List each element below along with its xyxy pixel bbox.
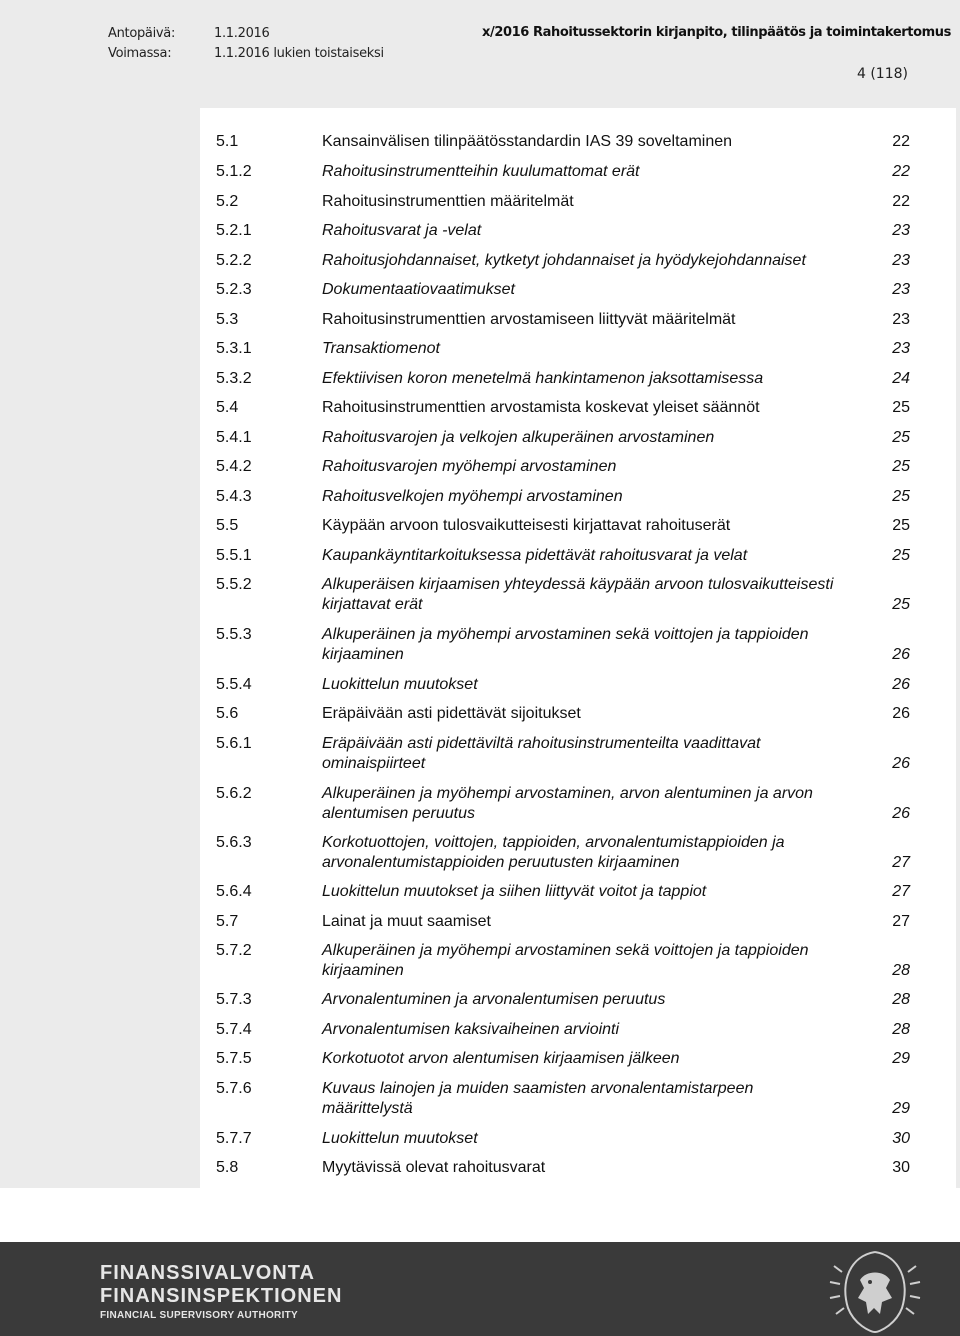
toc-entry-title-continued: arvonalentumistappioiden peruutusten kirjaaminen: [322, 854, 680, 871]
toc-entry-title: Arvonalentuminen ja arvonalentumisen peruutus: [322, 991, 666, 1008]
toc-entry-title: Arvonalentumisen kaksivaiheinen arviointi: [322, 1021, 620, 1038]
toc-entry-title: Myytävissä olevat rahoitusvarat: [322, 1159, 546, 1176]
toc-entry-title: Dokumentaatiovaatimukset: [322, 281, 515, 298]
toc-entry-number: 5.3.2: [216, 370, 252, 387]
footer-logo-line1: FINANSSIVALVONTA: [100, 1262, 315, 1284]
toc-entry-number: 5.8: [216, 1159, 239, 1176]
toc-entry-page: 27: [892, 854, 910, 871]
toc-entry-number: 5.6.4: [216, 883, 252, 900]
toc-entry-title: Rahoitusvarat ja -velat: [322, 222, 482, 239]
toc-entry-page: 29: [892, 1100, 910, 1117]
left-margin: [0, 108, 200, 1188]
label-start-date: Antopäivä:: [108, 26, 176, 41]
toc-entry-title: Alkuperäinen ja myöhempi arvostaminen sekä voittojen ja tappioiden: [322, 626, 809, 643]
toc-entry-number: 5.5.4: [216, 676, 252, 693]
toc-entry-title: Luokittelun muutokset ja siihen liittyvät voitot ja tappiot: [322, 883, 707, 900]
toc-entry-title-continued: kirjaaminen: [322, 962, 404, 979]
toc-entry-page: 27: [892, 913, 910, 930]
toc-entry-page: 26: [892, 805, 910, 822]
toc-entry-title-continued: määrittelystä: [322, 1100, 413, 1117]
toc-entry-number: 5.5: [216, 517, 239, 534]
toc-entry-title: Alkuperäinen ja myöhempi arvostaminen, arvon alentuminen ja arvon: [322, 785, 813, 802]
toc-entry-number: 5.3: [216, 311, 239, 328]
toc-entry-page: 25: [892, 517, 910, 534]
toc-entry-number: 5.7.7: [216, 1130, 252, 1147]
toc-entry-number: 5.3.1: [216, 340, 252, 357]
table-of-contents: [200, 108, 956, 1188]
toc-entry-page: 23: [892, 222, 910, 239]
toc-entry-page: 22: [892, 133, 910, 150]
toc-entry-title: Rahoitusinstrumenttien arvostamiseen liittyvät määritelmät: [322, 311, 736, 328]
toc-entry-title: Alkuperäisen kirjaamisen yhteydessä käypään arvoon tulosvaikutteisesti: [322, 576, 834, 593]
toc-entry-page: 28: [892, 991, 910, 1008]
toc-entry-title: Eräpäivään asti pidettävät sijoitukset: [322, 705, 581, 722]
toc-entry-page: 30: [892, 1159, 910, 1176]
footer-logo-line3: FINANCIAL SUPERVISORY AUTHORITY: [100, 1310, 299, 1321]
footer-banner: [0, 1242, 960, 1336]
toc-entry-number: 5.7.4: [216, 1021, 252, 1038]
toc-entry-title: Alkuperäinen ja myöhempi arvostaminen sekä voittojen ja tappioiden: [322, 942, 809, 959]
toc-entry-number: 5.7.2: [216, 942, 252, 959]
toc-entry-page: 25: [892, 547, 910, 564]
toc-entry-title-continued: kirjaaminen: [322, 646, 404, 663]
toc-entry-number: 5.7.6: [216, 1080, 252, 1097]
toc-entry-number: 5.6.1: [216, 735, 252, 752]
toc-entry-number: 5.6: [216, 705, 239, 722]
toc-entry-title: Eräpäivään asti pidettäviltä rahoitusinstrumenteilta vaadittavat: [322, 735, 761, 752]
toc-entry-title: Rahoitusinstrumenttien määritelmät: [322, 193, 574, 210]
toc-entry-number: 5.1.2: [216, 163, 252, 180]
label-valid: Voimassa:: [108, 46, 172, 61]
toc-entry-title: Kaupankäyntitarkoituksessa pidettävät rahoitusvarat ja velat: [322, 547, 748, 564]
toc-entry-number: 5.6.2: [216, 785, 252, 802]
toc-entry-number: 5.7.3: [216, 991, 252, 1008]
toc-entry-page: 26: [892, 755, 910, 772]
toc-entry-number: 5.5.1: [216, 547, 252, 564]
toc-entry-number: 5.2: [216, 193, 239, 210]
toc-entry-page: 22: [892, 193, 910, 210]
toc-entry-number: 5.5.3: [216, 626, 252, 643]
toc-entry-title: Kuvaus lainojen ja muiden saamisten arvonalentamistarpeen: [322, 1080, 754, 1097]
toc-entry-title: Rahoitusinstrumenttien arvostamista koskevat yleiset säännöt: [322, 399, 760, 416]
toc-entry-page: 29: [892, 1050, 910, 1067]
toc-entry-number: 5.4: [216, 399, 239, 416]
toc-entry-page: 26: [892, 705, 910, 722]
toc-entry-page: 25: [892, 458, 910, 475]
toc-entry-page: 26: [892, 676, 910, 693]
footer-logo-line2: FINANSINSPEKTIONEN: [100, 1285, 343, 1307]
toc-entry-title: Rahoitusvarojen ja velkojen alkuperäinen arvostaminen: [322, 429, 715, 446]
toc-entry-title: Korkotuottojen, voittojen, tappioiden, arvonalentumistappioiden ja: [322, 834, 785, 851]
toc-entry-page: 28: [892, 962, 910, 979]
toc-entry-page: 22: [892, 163, 910, 180]
toc-entry-page: 25: [892, 488, 910, 505]
toc-entry-title-continued: ominaispiirteet: [322, 755, 426, 772]
toc-entry-page: 23: [892, 281, 910, 298]
toc-entry-title: Kansainvälisen tilinpäätösstandardin IAS 39 soveltaminen: [322, 133, 733, 150]
toc-entry-page: 25: [892, 596, 910, 613]
document-title: x/2016 Rahoitussektorin kirjanpito, tilinpäätös ja toimintakertomus: [482, 25, 951, 40]
toc-entry-number: 5.4.2: [216, 458, 252, 475]
toc-entry-number: 5.7: [216, 913, 239, 930]
toc-entry-number: 5.2.3: [216, 281, 252, 298]
toc-entry-title: Luokittelun muutokset: [322, 676, 478, 693]
toc-entry-page: 27: [892, 883, 910, 900]
toc-entry-page: 25: [892, 399, 910, 416]
toc-entry-title: Luokittelun muutokset: [322, 1130, 478, 1147]
toc-entry-title: Rahoitusinstrumentteihin kuulumattomat erät: [322, 163, 640, 180]
toc-entry-number: 5.5.2: [216, 576, 252, 593]
toc-entry-page: 30: [892, 1130, 910, 1147]
toc-entry-page: 26: [892, 646, 910, 663]
toc-entry-title: Transaktiomenot: [322, 340, 440, 357]
page-number: 4 (118): [856, 66, 908, 82]
right-margin: [956, 0, 960, 1188]
toc-entry-number: 5.6.3: [216, 834, 252, 851]
toc-entry-number: 5.7.5: [216, 1050, 252, 1067]
toc-entry-number: 5.2.2: [216, 252, 252, 269]
toc-entry-number: 5.4.3: [216, 488, 252, 505]
toc-entry-title: Korkotuotot arvon alentumisen kirjaamisen jälkeen: [322, 1050, 680, 1067]
document-header: [0, 0, 960, 108]
toc-entry-page: 25: [892, 429, 910, 446]
lion-emblem-icon: [820, 1242, 930, 1336]
toc-entry-title: Lainat ja muut saamiset: [322, 913, 491, 930]
toc-entry-number: 5.2.1: [216, 222, 252, 239]
toc-entry-page: 24: [892, 370, 910, 387]
toc-entry-page: 23: [892, 340, 910, 357]
toc-entry-title: Rahoitusvarojen myöhempi arvostaminen: [322, 458, 617, 475]
toc-entry-title: Käypään arvoon tulosvaikutteisesti kirjattavat rahoituserät: [322, 517, 731, 534]
value-start-date: 1.1.2016: [214, 26, 270, 41]
toc-entry-page: 23: [892, 311, 910, 328]
toc-entry-title: Rahoitusjohdannaiset, kytketyt johdannaiset ja hyödykejohdannaiset: [322, 252, 806, 269]
toc-entry-title-continued: kirjattavat erät: [322, 596, 423, 613]
value-valid: 1.1.2016 lukien toistaiseksi: [214, 46, 384, 61]
toc-entry-number: 5.4.1: [216, 429, 252, 446]
toc-entry-page: 28: [892, 1021, 910, 1038]
toc-entry-page: 23: [892, 252, 910, 269]
toc-entry-title-continued: alentumisen peruutus: [322, 805, 475, 822]
toc-entry-title: Rahoitusvelkojen myöhempi arvostaminen: [322, 488, 623, 505]
toc-entry-number: 5.1: [216, 133, 239, 150]
toc-entry-title: Efektiivisen koron menetelmä hankintamenon jaksottamisessa: [322, 370, 764, 387]
